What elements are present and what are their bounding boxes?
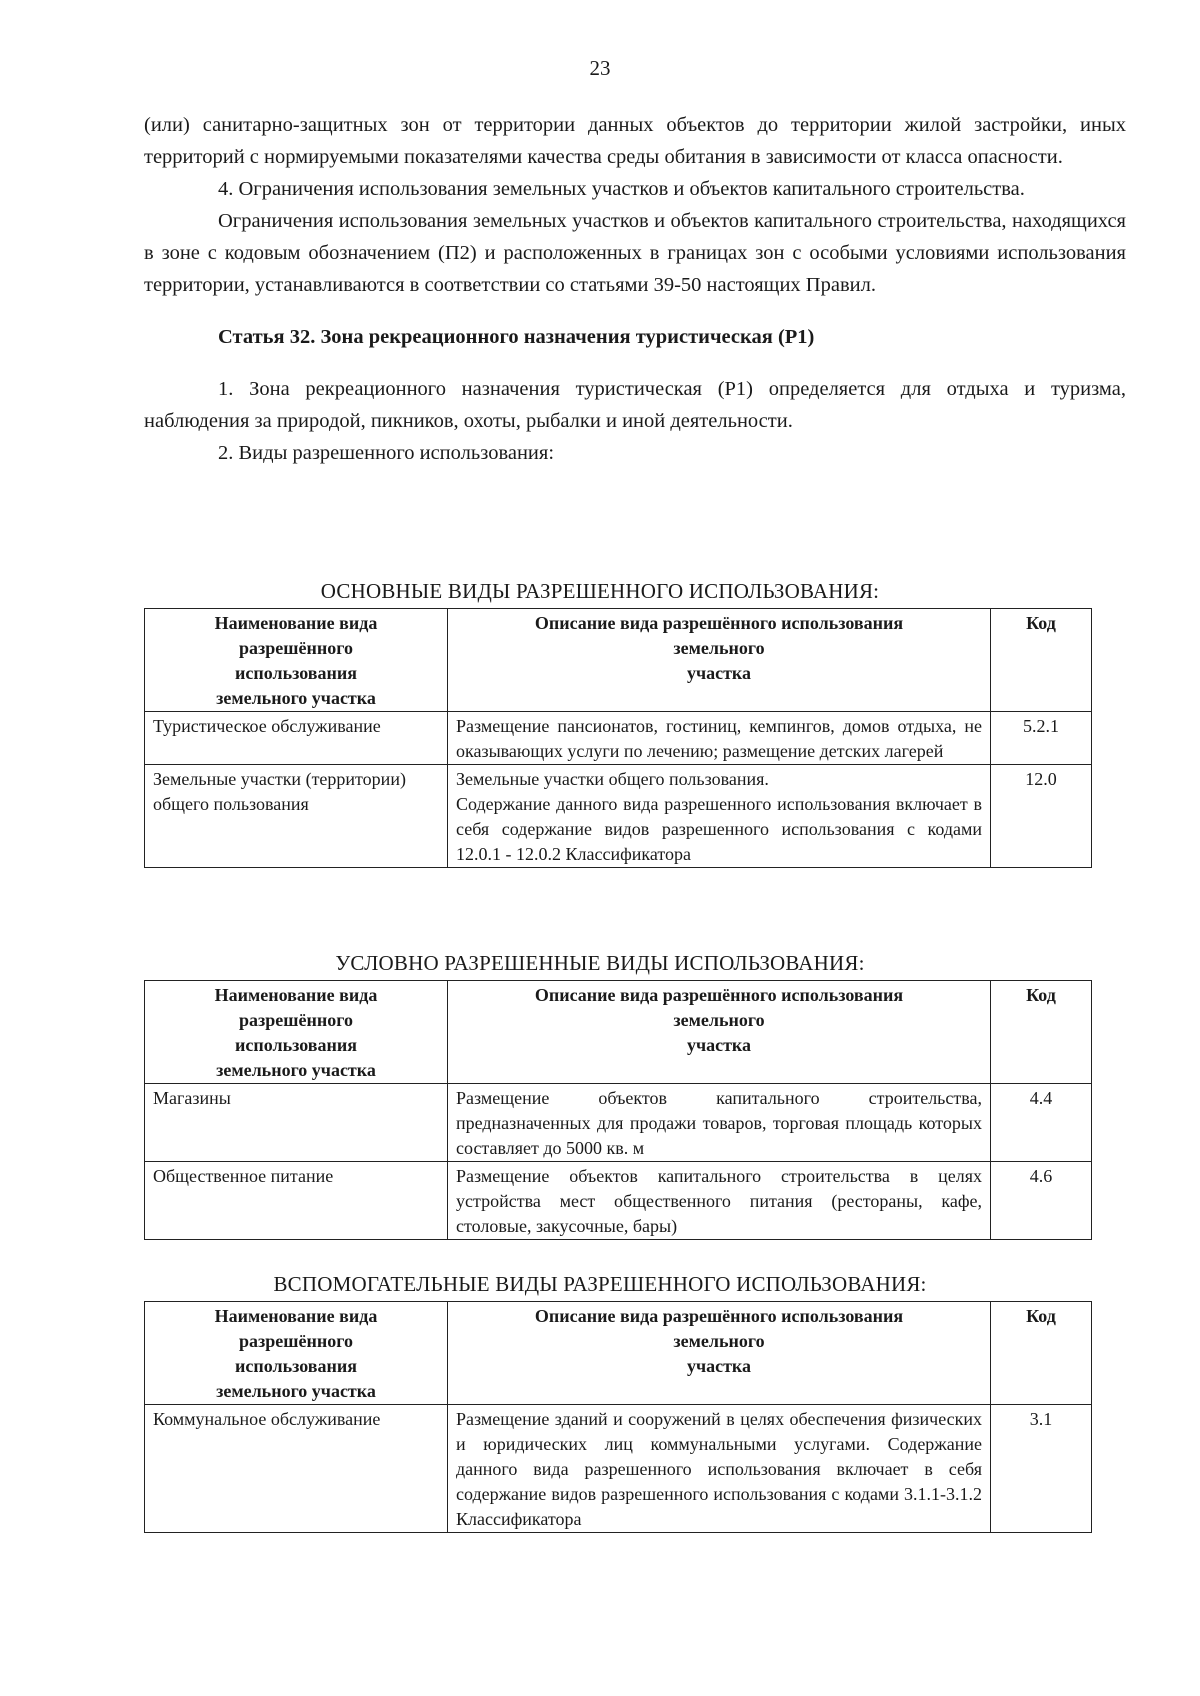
use-description: Размещение зданий и сооружений в целях обеспечения физических и юридических лиц коммунальными услугами. Содержание данного вида разрешенного использования включает в себя содержание видов разрешенного использования с кодами 3.1.1-3.1.2 Классификатора — [448, 1405, 991, 1533]
paragraph-item-4: 4. Ограничения использования земельных участков и объектов капитального строительства. — [218, 178, 1025, 200]
use-name: Магазины — [145, 1084, 448, 1162]
table-main-uses — [144, 608, 1092, 868]
use-description: Размещение объектов капитального строительства, предназначенных для продажи товаров, торговая площадь которых составляет до 5000 кв. м — [448, 1084, 991, 1162]
use-name: Земельные участки (территории) общего пользования — [145, 765, 448, 868]
page-number: 23 — [589, 56, 611, 80]
header-description: Описание вида разрешённого использования земельного участка — [448, 609, 991, 712]
use-name: Туристическое обслуживание — [145, 712, 448, 765]
body-text — [144, 109, 1126, 469]
use-code: 5.2.1 — [991, 712, 1092, 765]
table-header-row — [145, 981, 1092, 1084]
header-code: Код — [991, 609, 1092, 712]
paragraph-continuation: (или) санитарно-защитных зон от территории данных объектов до территории жилой застройки, иных территорий с нормируемыми показателями качества среды обитания в зависимости от класса опасности. — [144, 114, 1126, 168]
header-code: Код — [991, 1302, 1092, 1405]
table-row — [145, 712, 1092, 765]
use-description: Размещение пансионатов, гостиниц, кемпингов, домов отдыха, не оказывающих услуги по лечению; размещение детских лагерей — [448, 712, 991, 765]
use-code: 4.4 — [991, 1084, 1092, 1162]
table-header-row — [145, 609, 1092, 712]
table-row — [145, 765, 1092, 868]
header-description: Описание вида разрешённого использования земельного участка — [448, 1302, 991, 1405]
article-title: Статья 32. Зона рекреационного назначения туристическая (Р1) — [218, 326, 815, 348]
paragraph-restrictions: Ограничения использования земельных участков и объектов капитального строительства, находящихся в зоне с кодовым обозначением (П2) и расположенных в границах зон с особыми условиями использования территории, устанавливаются в соответствии со статьями 39-50 настоящих Правил. — [144, 210, 1126, 296]
table-conditional-uses — [144, 980, 1092, 1240]
use-code: 12.0 — [991, 765, 1092, 868]
use-code: 3.1 — [991, 1405, 1092, 1533]
use-code: 4.6 — [991, 1162, 1092, 1240]
table-row — [145, 1084, 1092, 1162]
table-auxiliary-uses — [144, 1301, 1092, 1533]
use-name: Общественное питание — [145, 1162, 448, 1240]
use-name: Коммунальное обслуживание — [145, 1405, 448, 1533]
table-header-row — [145, 1302, 1092, 1405]
paragraph-item-1: 1. Зона рекреационного назначения туристическая (Р1) определяется для отдыха и туризма, наблюдения за природой, пикников, охоты, рыбалки и иной деятельности. — [144, 378, 1126, 432]
table-caption-auxiliary: ВСПОМОГАТЕЛЬНЫЕ ВИДЫ РАЗРЕШЕННОГО ИСПОЛЬЗОВАНИЯ: — [273, 1272, 927, 1296]
header-name: Наименование вида разрешённого использования земельного участка — [145, 1302, 448, 1405]
table-caption-main: ОСНОВНЫЕ ВИДЫ РАЗРЕШЕННОГО ИСПОЛЬЗОВАНИЯ: — [320, 579, 880, 603]
table-caption-conditional: УСЛОВНО РАЗРЕШЕННЫЕ ВИДЫ ИСПОЛЬЗОВАНИЯ: — [335, 951, 865, 975]
table-row — [145, 1162, 1092, 1240]
table-row — [145, 1405, 1092, 1533]
header-description: Описание вида разрешённого использования земельного участка — [448, 981, 991, 1084]
paragraph-item-2: 2. Виды разрешенного использования: — [218, 442, 555, 464]
header-code: Код — [991, 981, 1092, 1084]
header-name: Наименование вида разрешённого использования земельного участка — [145, 981, 448, 1084]
use-description: Размещение объектов капитального строительства в целях устройства мест общественного питания (рестораны, кафе, столовые, закусочные, бары) — [448, 1162, 991, 1240]
header-name: Наименование вида разрешённого использования земельного участка — [145, 609, 448, 712]
use-description: Земельные участки общего пользования. Содержание данного вида разрешенного использования включает в себя содержание видов разрешенного использования с кодами 12.0.1 - 12.0.2 Классификатора — [448, 765, 991, 868]
